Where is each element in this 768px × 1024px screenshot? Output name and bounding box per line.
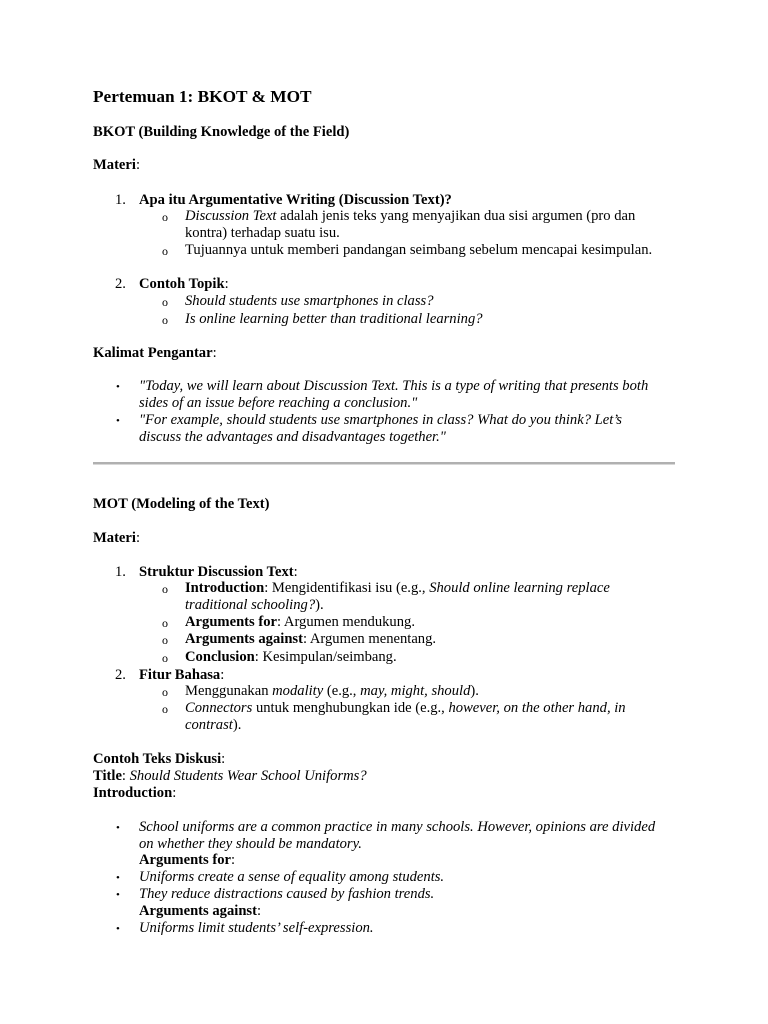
bkot-materi-label: Materi: bbox=[93, 157, 141, 173]
example-arguments-against-label: Arguments against: bbox=[139, 903, 262, 919]
example-for-1: Uniforms create a sense of equality among students. bbox=[139, 869, 445, 885]
sub-bullet-marker: o bbox=[162, 685, 168, 699]
bkot-item1-number: 1. bbox=[115, 192, 126, 208]
mot-connectors-item: Connectors untuk menghubungkan ide (e.g., however, on the other hand, in contrast). bbox=[185, 700, 626, 733]
example-arguments-for-label: Arguments for: bbox=[139, 852, 236, 868]
sub-bullet-marker: o bbox=[162, 295, 168, 309]
example-for-2: They reduce distractions caused by fashion trends. bbox=[139, 886, 435, 902]
bullet-marker: • bbox=[116, 415, 120, 427]
mot-heading: MOT (Modeling of the Text) bbox=[93, 496, 270, 512]
mot-conclusion-item: Conclusion: Kesimpulan/seimbang. bbox=[185, 649, 397, 665]
bullet-marker: • bbox=[116, 889, 120, 901]
mot-arguments-against-item: Arguments against: Argumen menentang. bbox=[185, 631, 437, 647]
bkot-item1-label: Apa itu Argumentative Writing (Discussion Text)? bbox=[139, 192, 452, 208]
mot-materi-label: Materi: bbox=[93, 530, 141, 546]
sub-bullet-marker: o bbox=[162, 244, 168, 258]
bkot-item2-number: 2. bbox=[115, 276, 126, 292]
sub-bullet-marker: o bbox=[162, 702, 168, 716]
kalimat-pengantar-1: "Today, we will learn about Discussion Text. This is a type of writing that presents both sides of an issue before reaching a conclusion." bbox=[139, 378, 649, 411]
section-divider bbox=[93, 462, 675, 465]
sub-bullet-marker: o bbox=[162, 651, 168, 665]
bkot-item2-label: Contoh Topik: bbox=[139, 276, 229, 292]
example-against-1: Uniforms limit students’ self-expression. bbox=[139, 920, 374, 936]
bkot-item1-sub2: Tujuannya untuk memberi pandangan seimbang sebelum mencapai kesimpulan. bbox=[185, 242, 653, 258]
sub-bullet-marker: o bbox=[162, 616, 168, 630]
bkot-heading: BKOT (Building Knowledge of the Field) bbox=[93, 124, 350, 140]
sub-bullet-marker: o bbox=[162, 633, 168, 647]
bullet-marker: • bbox=[116, 381, 120, 393]
bkot-item1-sub1: Discussion Text adalah jenis teks yang menyajikan dua sisi argumen (pro dan kontra) terhadap suatu isu. bbox=[185, 208, 636, 241]
bullet-marker: • bbox=[116, 923, 120, 935]
mot-item2-label: Fitur Bahasa: bbox=[139, 667, 225, 683]
mot-item2-number: 2. bbox=[115, 667, 126, 683]
mot-modality-item: Menggunakan modality (e.g., may, might, should). bbox=[185, 683, 479, 699]
kalimat-pengantar-2: "For example, should students use smartphones in class? What do you think? Let’s discuss the advantages and disadvantages together." bbox=[139, 412, 622, 445]
bkot-item2-sub1: Should students use smartphones in class? bbox=[185, 293, 434, 309]
example-introduction-label: Introduction: bbox=[93, 785, 177, 801]
sub-bullet-marker: o bbox=[162, 582, 168, 596]
example-title-line: Title: Should Students Wear School Uniforms? bbox=[93, 768, 367, 784]
example-introduction-text: School uniforms are a common practice in many schools. However, opinions are divided on whether they should be mandatory. bbox=[139, 819, 656, 852]
mot-introduction-item: Introduction: Mengidentifikasi isu (e.g., Should online learning replace traditional schooling?). bbox=[185, 580, 610, 613]
mot-arguments-for-item: Arguments for: Argumen mendukung. bbox=[185, 614, 415, 630]
mot-item1-label: Struktur Discussion Text: bbox=[139, 564, 298, 580]
contoh-teks-label: Contoh Teks Diskusi: bbox=[93, 751, 226, 767]
bullet-marker: • bbox=[116, 822, 120, 834]
kalimat-pengantar-label: Kalimat Pengantar: bbox=[93, 345, 217, 361]
bkot-item2-sub2: Is online learning better than traditional learning? bbox=[185, 311, 483, 327]
sub-bullet-marker: o bbox=[162, 210, 168, 224]
page-title: Pertemuan 1: BKOT & MOT bbox=[93, 87, 312, 106]
sub-bullet-marker: o bbox=[162, 313, 168, 327]
mot-item1-number: 1. bbox=[115, 564, 126, 580]
bullet-marker: • bbox=[116, 872, 120, 884]
